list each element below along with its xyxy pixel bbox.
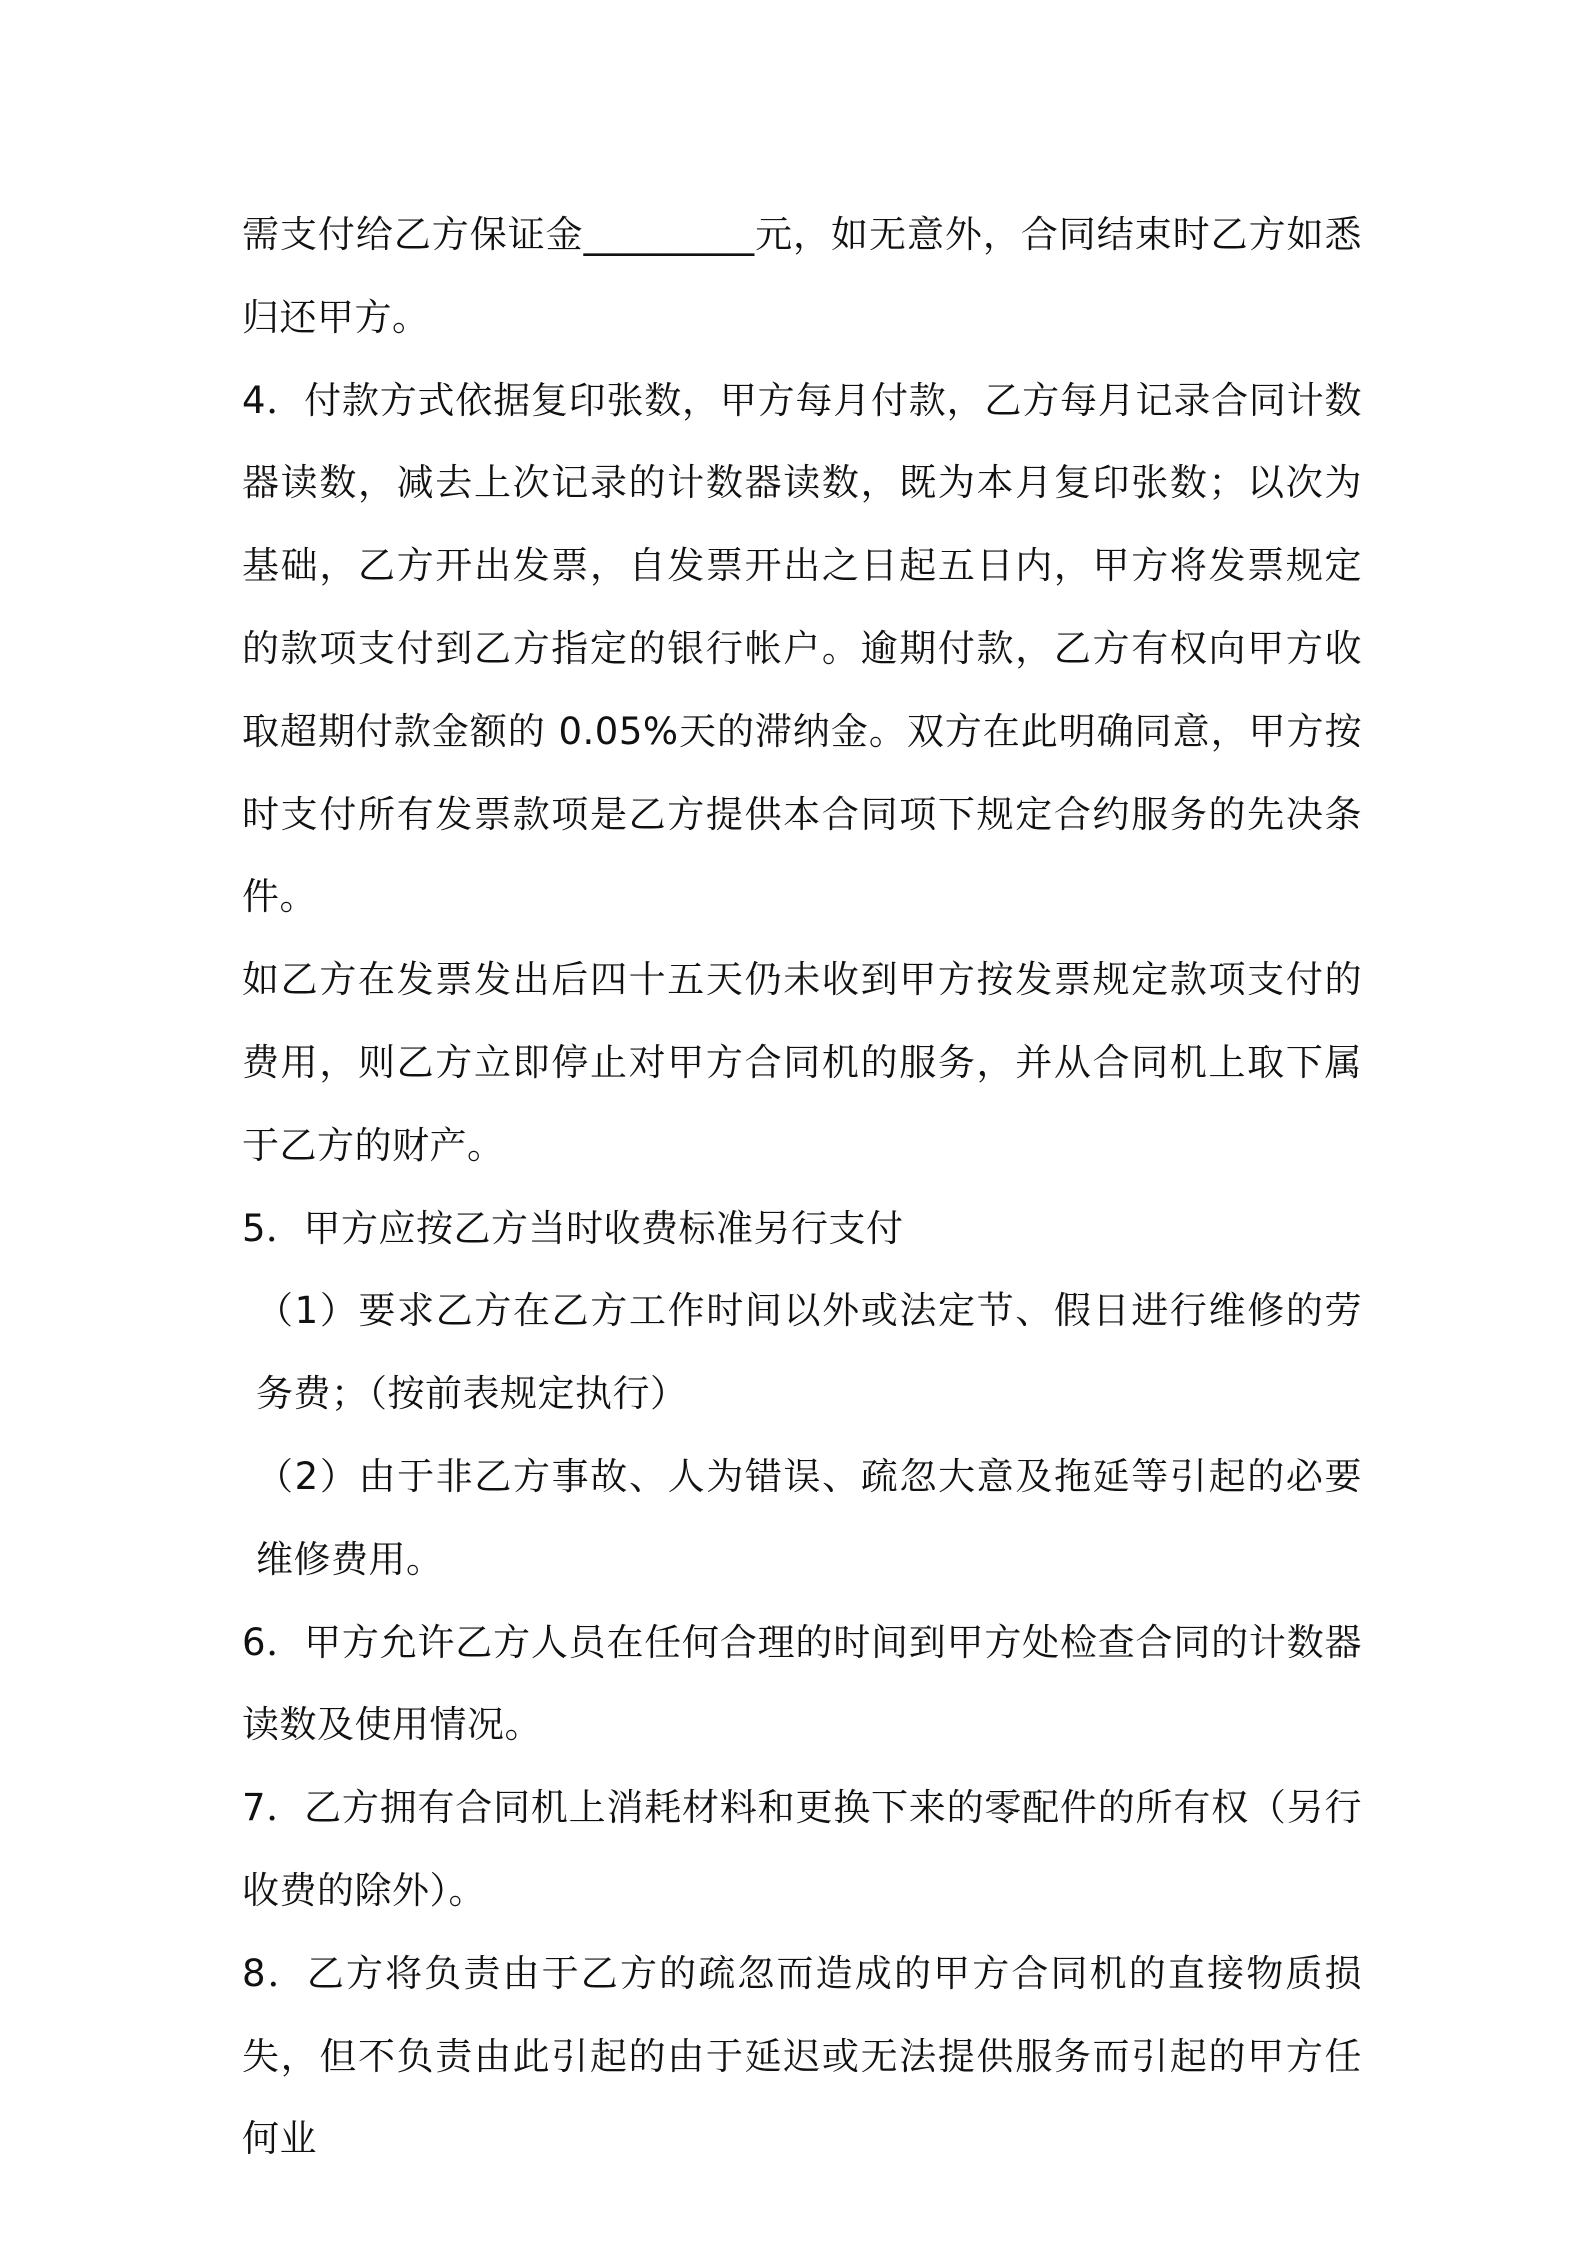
paragraph-deposit-return: 需支付给乙方保证金_________元，如无意外，合同结束时乙方如悉归还甲方。 xyxy=(242,213,1362,339)
document-body xyxy=(242,194,1362,2181)
paragraph-clause-4-suspension: 如乙方在发票发出后四十五天仍未收到甲方按发票规定款项支付的费用，则乙方立即停止对甲方合同机的服务，并从合同机上取下属于乙方的财产。 xyxy=(242,958,1362,1167)
paragraph-clause-6: 6．甲方允许乙方人员在任何合理的时间到甲方处检查合同的计数器读数及使用情况。 xyxy=(242,1620,1362,1747)
paragraph-clause-5-item-1: （1）要求乙方在乙方工作时间以外或法定节、假日进行维修的劳务费；（按前表规定执行） xyxy=(256,1289,1362,1416)
paragraph-clause-8: 8．乙方将负责由于乙方的疏忽而造成的甲方合同机的直接物质损失，但不负责由此引起的由于延迟或无法提供服务而引起的甲方任何业 xyxy=(242,1951,1362,2161)
paragraph-clause-5-heading: 5．甲方应按乙方当时收费标准另行支付 xyxy=(242,1206,904,1250)
paragraph-clause-4-payment: 4．付款方式依据复印张数，甲方每月付款，乙方每月记录合同计数器读数，减去上次记录的计数器读数，既为本月复印张数；以次为基础，乙方开出发票，自发票开出之日起五日内，甲方将发票规定的款项支付到乙方指定的银行帐户。逾期付款，乙方有权向甲方收取超期付款金额的 0.05%天的滞纳金。双方在此明确同意，甲方按时支付所有发票款项是乙方提供本合同项下规定合约服务的先决条件。 xyxy=(242,378,1362,919)
paragraph-clause-5-item-2: （2）由于非乙方事故、人为错误、疏忽大意及拖延等引起的必要维修费用。 xyxy=(256,1454,1362,1581)
paragraph-clause-7: 7．乙方拥有合同机上消耗材料和更换下来的零配件的所有权（另行收费的除外）。 xyxy=(242,1786,1362,1912)
